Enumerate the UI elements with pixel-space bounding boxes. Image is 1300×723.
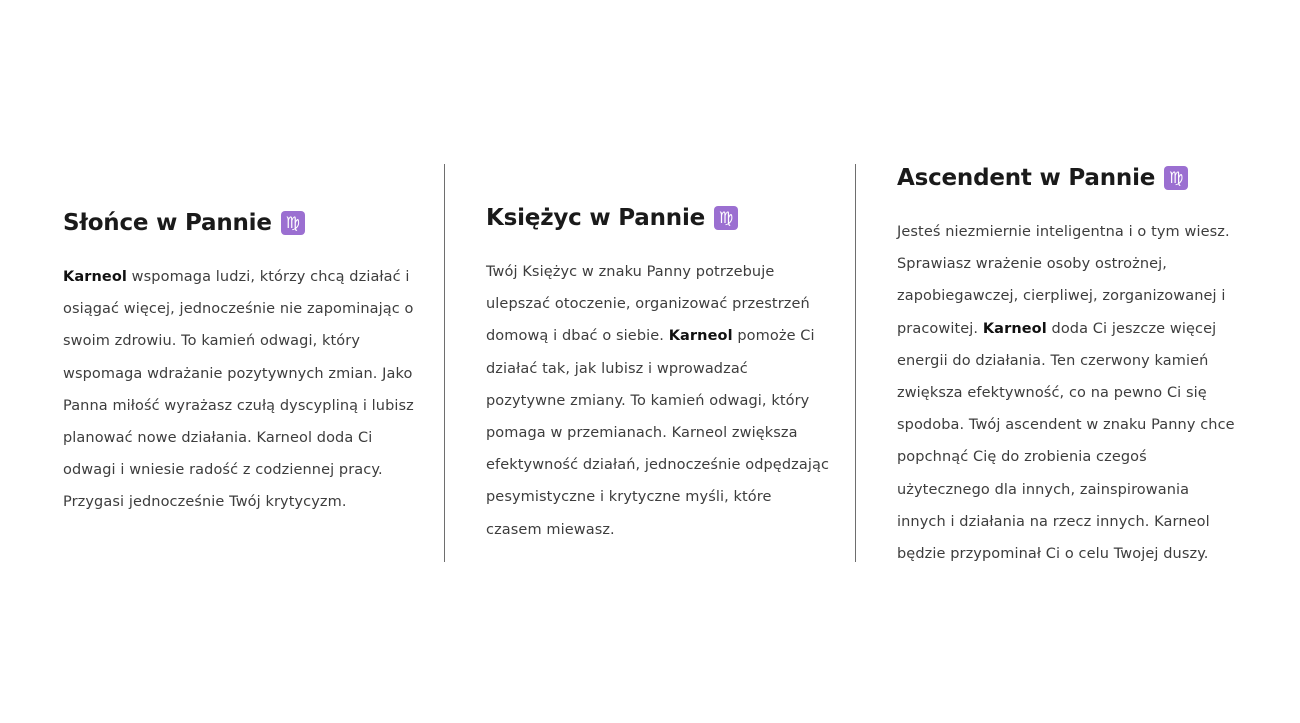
section-heading (486, 200, 831, 236)
keyword-karneol: Karneol (668, 328, 733, 345)
section-heading (897, 160, 1242, 196)
paragraph-rest: pomoże Ci działać tak, jak lubisz i wprowadzać pozytywne zmiany. To kamień odwagi, który pomaga w przemianach. Karneol zwiększa efektywność działań, jednocześnie odpędzając pesymistyczne i krytyczne myśli, które czasem miewasz. (486, 328, 830, 538)
column-divider (444, 164, 445, 562)
moon-in-virgo-section (486, 200, 831, 546)
paragraph-rest: wspomaga ludzi, którzy chcą działać i osiągać więcej, jednocześnie nie zapominając o swoim zdrowiu. To kamień odwagi, który wspomaga wdrażanie pozytywnych zmian. Jako Panna miłość wyrażasz czułą dyscypliną i lubisz planować nowe działania. Karneol doda Ci odwagi i wniesie radość z codziennej pracy. Przygasi jednocześnie Twój krytycyzm. (63, 269, 414, 511)
section-paragraph (63, 261, 415, 519)
paragraph-start: Jesteś niezmiernie inteligentna i o tym wiesz. Sprawiasz wrażenie osoby ostrożnej, zapobiegawczej, cierpliwej, zorganizowanej i pracowitej. (897, 224, 1230, 337)
column-divider (855, 164, 856, 562)
heading-text: Księżyc w Pannie (486, 205, 706, 231)
keyword-karneol: Karneol (63, 269, 127, 285)
ascendant-in-virgo-section (897, 160, 1242, 570)
virgo-sign-icon: ♍ (1164, 166, 1188, 190)
sun-in-virgo-section (63, 205, 415, 519)
heading-text: Ascendent w Pannie (897, 165, 1156, 191)
virgo-sign-icon: ♍ (281, 211, 305, 235)
paragraph-rest: doda Ci jeszcze więcej energii do działania. Ten czerwony kamień zwiększa efektywność, co na pewno Ci się spodoba. Twój ascendent w znaku Panny chce popchnąć Cię do zrobienia czegoś użytecznego dla innych, zainspirowania innych i działania na rzecz innych. Karneol będzie przypominał Ci o celu Twojej duszy. (897, 320, 1235, 563)
virgo-sign-icon: ♍ (714, 206, 738, 230)
keyword-karneol: Karneol (982, 320, 1047, 337)
section-heading (63, 205, 415, 241)
section-paragraph (486, 256, 831, 546)
heading-text: Słońce w Pannie (63, 210, 272, 236)
section-paragraph (897, 216, 1242, 570)
paragraph-start: Twój Księżyc w znaku Panny potrzebuje ulepszać otoczenie, organizować przestrzeń domową i dbać o siebie. (486, 264, 810, 345)
